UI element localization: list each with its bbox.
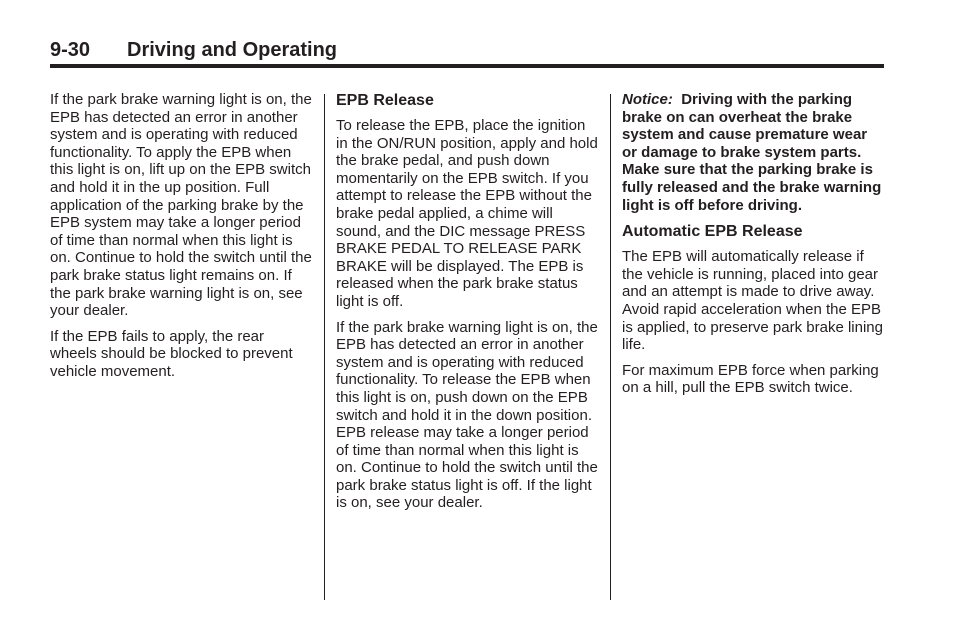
page-number: 9-30 [50,39,91,61]
column-divider [610,94,611,600]
column-2 [336,91,600,520]
epb-release-heading: EPB Release [336,92,434,109]
column-divider [324,94,325,600]
column-1 [50,91,312,389]
paragraph: The EPB will automatically release if the vehicle is running, placed into gear and an attempt is made to drive away. Avoid rapid acceleration when the EPB is applied, to preserve park brake lining life. [622,248,883,354]
paragraph: If the park brake warning light is on, the EPB has detected an error in another system and is operating with reduced functionality. To apply the EPB when this light is on, lift up on the EPB switch and hold it in the up position. Full application of the parking brake by the EPB system may take a longer period of time than normal when this light is on. Continue to hold the switch until the park brake status light remains on. If the park brake warning light is on, see your dealer. [50,91,312,320]
notice-block [622,91,886,214]
column-3 [622,91,886,405]
paragraph: To release the EPB, place the ignition in the ON/RUN position, apply and hold the brake pedal, and push down momentarily on the EPB switch. If you attempt to release the EPB without the brake pedal applied, a chime will sound, and the DIC message PRESS BRAKE PEDAL TO RELEASE PARK BRAKE will be displayed. The EPB is released when the park brake status light is off. [336,117,598,310]
notice-label: Notice: [622,91,673,108]
section-title: Driving and Operating [127,39,338,61]
paragraph: If the EPB fails to apply, the rear wheels should be blocked to prevent vehicle movement. [50,327,293,380]
paragraph: If the park brake warning light is on, the EPB has detected an error in another system and is operating with reduced functionality. To release the EPB when this light is on, push down on the EPB switch and hold it in the down position. EPB release may take a longer period of time than normal when this light is on. Continue to hold the switch until the park brake status light is off. If the light is on, see your dealer. [336,318,598,512]
paragraph: For maximum EPB force when parking on a hill, pull the EPB switch twice. [622,361,879,397]
notice-text: Driving with the parking brake on can overheat the brake system and cause premature wear or damage to brake system parts. Make sure that the parking brake is fully released and the brake warning light is off before driving. [622,91,882,214]
automatic-epb-release-heading: Automatic EPB Release [622,223,803,241]
page-header [50,38,884,68]
